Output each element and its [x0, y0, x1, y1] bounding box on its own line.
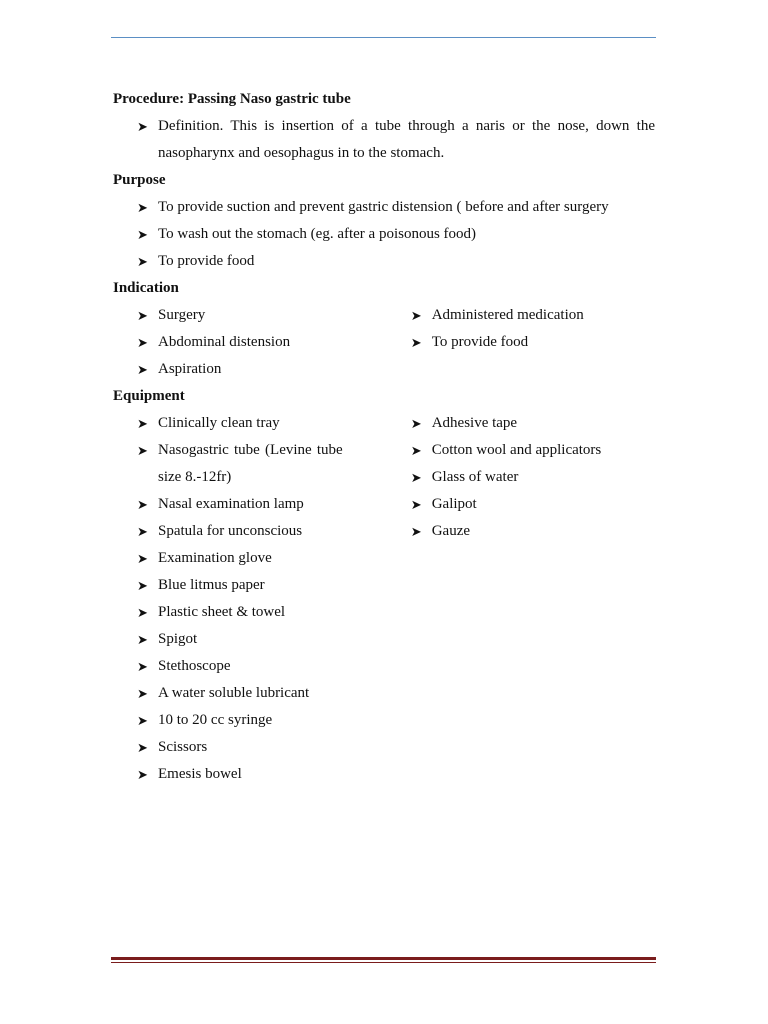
- equipment-item-text: 10 to 20 cc syringe: [158, 712, 273, 728]
- equipment-item-text: Spigot: [158, 631, 198, 647]
- indication-left-column: [113, 302, 343, 383]
- list-item: [387, 518, 655, 545]
- equipment-item-text: Scissors: [158, 739, 208, 755]
- equipment-item-text: Stethoscope: [158, 658, 231, 674]
- arrow-bullet-icon: ➤: [137, 335, 148, 350]
- arrow-bullet-icon: ➤: [410, 308, 422, 323]
- equipment-item-text: Cotton wool and applicators: [431, 442, 602, 458]
- list-item: [113, 356, 343, 383]
- purpose-item-text: To wash out the stomach (eg. after a poisonous food): [158, 226, 477, 242]
- list-item: [113, 680, 343, 707]
- list-item: [113, 761, 343, 788]
- indication-columns: [113, 302, 655, 383]
- equipment-columns: [113, 410, 655, 788]
- equipment-item-text: Blue litmus paper: [158, 577, 265, 593]
- footer-rule-thin: [111, 962, 656, 963]
- arrow-bullet-icon: ➤: [137, 362, 148, 377]
- list-item: [113, 599, 343, 626]
- equipment-item-text-continued: size 8.-12fr): [158, 469, 232, 485]
- list-item: [113, 302, 343, 329]
- equipment-item-text: Examination glove: [158, 550, 272, 566]
- list-item: [387, 410, 655, 437]
- list-item: [113, 437, 343, 491]
- arrow-bullet-icon: ➤: [137, 578, 148, 593]
- equipment-left-list: [113, 410, 343, 788]
- equipment-left-column: [113, 410, 343, 788]
- footer-rule: [111, 957, 656, 960]
- equipment-item-text: Galipot: [431, 496, 477, 512]
- list-item: [387, 302, 655, 329]
- arrow-bullet-icon: ➤: [137, 605, 148, 620]
- equipment-item-text: Adhesive tape: [431, 415, 518, 431]
- arrow-bullet-icon: ➤: [137, 308, 148, 323]
- arrow-bullet-icon: ➤: [410, 443, 422, 458]
- definition-line-2: nasopharynx and oesophagus in to the stomach.: [158, 145, 445, 161]
- list-item: [113, 221, 655, 248]
- equipment-item-text: Emesis bowel: [158, 766, 242, 782]
- arrow-bullet-icon: ➤: [137, 632, 148, 647]
- indication-item-text: Surgery: [158, 307, 206, 323]
- equipment-right-column: [387, 410, 655, 788]
- purpose-item-text: To provide food: [158, 253, 255, 269]
- indication-item-text: Administered medication: [431, 307, 584, 323]
- list-item: [113, 572, 343, 599]
- definition-item: [113, 113, 655, 167]
- arrow-bullet-icon: ➤: [137, 767, 148, 782]
- equipment-item-text: Glass of water: [431, 469, 519, 485]
- arrow-bullet-icon: ➤: [137, 713, 148, 728]
- equipment-item-text: Nasogastric tube (Levine tube: [158, 442, 343, 458]
- definition-list: [113, 113, 655, 167]
- indication-heading: Indication: [113, 280, 179, 296]
- indication-left-list: [113, 302, 343, 383]
- list-item: [113, 707, 343, 734]
- list-item: [387, 329, 655, 356]
- list-item: [113, 653, 343, 680]
- list-item: [387, 491, 655, 518]
- equipment-item-text: Spatula for unconscious: [158, 523, 303, 539]
- arrow-bullet-icon: ➤: [137, 740, 148, 755]
- arrow-bullet-icon: ➤: [137, 686, 148, 701]
- list-item: [113, 734, 343, 761]
- equipment-right-list: [387, 410, 655, 545]
- indication-right-column: [387, 302, 655, 383]
- list-item: [113, 518, 343, 545]
- definition-line-1: Definition. This is insertion of a tube through a naris or the nose, down the: [158, 118, 655, 134]
- equipment-item-text: Plastic sheet & towel: [158, 604, 286, 620]
- indication-right-list: [387, 302, 655, 356]
- arrow-bullet-icon: ➤: [137, 551, 148, 566]
- arrow-bullet-icon: ➤: [137, 524, 148, 539]
- indication-item-text: Abdominal distension: [158, 334, 291, 350]
- arrow-bullet-icon: ➤: [137, 227, 148, 242]
- arrow-bullet-icon: ➤: [137, 119, 148, 134]
- equipment-heading: Equipment: [113, 388, 185, 404]
- arrow-bullet-icon: ➤: [137, 200, 148, 215]
- purpose-list: [113, 194, 655, 275]
- arrow-bullet-icon: ➤: [137, 254, 148, 269]
- arrow-bullet-icon: ➤: [410, 335, 422, 350]
- procedure-title: Procedure: Passing Naso gastric tube: [113, 91, 351, 107]
- list-item: [113, 626, 343, 653]
- document-body: [113, 86, 655, 788]
- list-item: [113, 545, 343, 572]
- purpose-item-text: To provide suction and prevent gastric distension ( before and after surgery: [158, 199, 609, 215]
- equipment-item-text: Gauze: [431, 523, 471, 539]
- list-item: [113, 248, 655, 275]
- list-item: [113, 329, 343, 356]
- purpose-heading: Purpose: [113, 172, 166, 188]
- equipment-item-text: A water soluble lubricant: [158, 685, 310, 701]
- arrow-bullet-icon: ➤: [137, 416, 148, 431]
- equipment-item-text: Nasal examination lamp: [158, 496, 304, 512]
- indication-item-text: Aspiration: [158, 361, 222, 377]
- arrow-bullet-icon: ➤: [410, 416, 422, 431]
- list-item: [387, 437, 655, 464]
- arrow-bullet-icon: ➤: [410, 524, 422, 539]
- arrow-bullet-icon: ➤: [137, 443, 148, 458]
- list-item: [113, 194, 655, 221]
- list-item: [113, 410, 343, 437]
- arrow-bullet-icon: ➤: [410, 497, 422, 512]
- equipment-item-text: Clinically clean tray: [158, 415, 280, 431]
- arrow-bullet-icon: ➤: [137, 497, 148, 512]
- list-item: [113, 491, 343, 518]
- list-item: [387, 464, 655, 491]
- arrow-bullet-icon: ➤: [137, 659, 148, 674]
- arrow-bullet-icon: ➤: [410, 470, 422, 485]
- header-rule: [111, 37, 656, 38]
- indication-item-text: To provide food: [431, 334, 529, 350]
